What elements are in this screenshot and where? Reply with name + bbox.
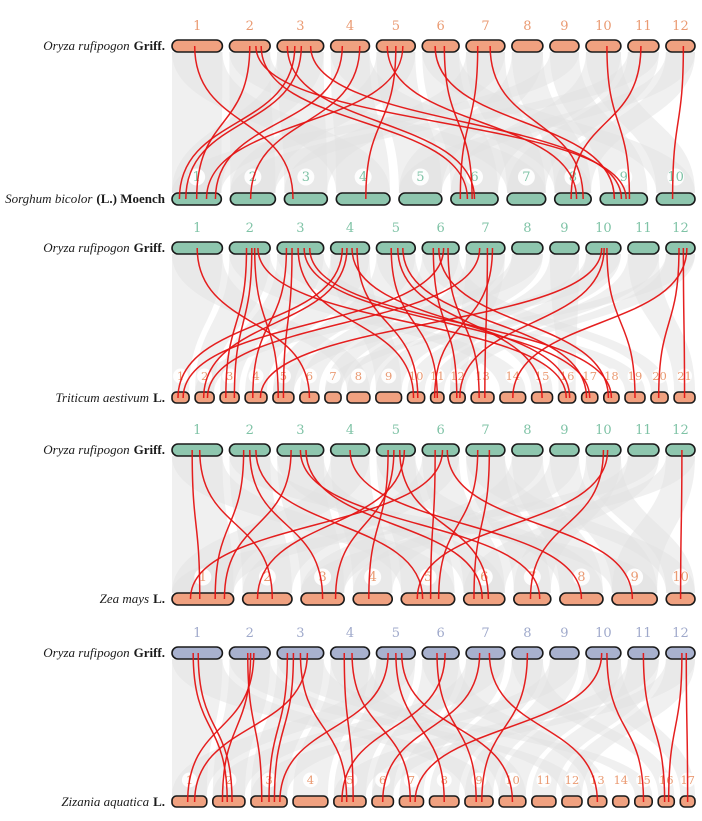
chromosome-bar-bottom: [401, 593, 454, 605]
chromosome-bar-top: [666, 242, 695, 254]
species-binomial: Oryza rufipogon: [43, 38, 130, 53]
species-label-oryza-panel-2: [43, 239, 165, 257]
chromosome-number-bottom: 16: [658, 773, 674, 787]
species-binomial: Oryza rufipogon: [43, 240, 130, 255]
chromosome-number-bottom: 1: [185, 773, 194, 787]
chromosome-number-top: 5: [391, 19, 400, 34]
chromosome-number-bottom: 17: [582, 369, 598, 383]
chromosome-bar-bottom: [245, 392, 267, 403]
chromosome-number-bottom: 18: [604, 369, 619, 383]
species-binomial: Oryza rufipogon: [43, 442, 130, 457]
chromosome-bar-bottom: [230, 193, 275, 205]
chromosome-number-top: 1: [193, 626, 202, 641]
chromosome-number-top: 1: [193, 221, 202, 236]
chromosome-bar-top: [466, 647, 505, 659]
chromosome-bar-bottom: [284, 193, 327, 205]
chromosome-number-top: 7: [481, 19, 490, 34]
chromosome-number-bottom: 1: [176, 369, 185, 383]
chromosome-number-top: 10: [595, 626, 612, 641]
chromosome-bar-top: [466, 40, 505, 52]
chromosome-number-bottom: 6: [305, 369, 314, 383]
species-authority: Griff.: [133, 442, 165, 457]
chromosome-bar-bottom: [213, 796, 245, 807]
species-binomial: Oryza rufipogon: [43, 645, 130, 660]
chromosome-number-top: 12: [672, 626, 689, 641]
chromosome-bar-bottom: [376, 392, 402, 403]
chromosome-bar-bottom: [600, 193, 647, 205]
chromosome-bar-bottom: [399, 796, 423, 807]
chromosome-number-bottom: 7: [522, 170, 531, 185]
chromosome-number-bottom: 9: [385, 369, 393, 383]
chromosome-number-bottom: 21: [677, 369, 692, 383]
chromosome-bar-bottom: [658, 796, 674, 807]
species-authority: L.: [153, 591, 165, 606]
chromosome-number-bottom: 1: [192, 170, 201, 185]
chromosome-bar-top: [172, 647, 222, 659]
chromosome-number-bottom: 2: [200, 369, 209, 383]
chromosome-number-bottom: 13: [475, 369, 490, 383]
chromosome-bar-bottom: [562, 796, 582, 807]
chromosome-number-top: 9: [560, 19, 569, 34]
chromosome-number-top: 12: [672, 19, 689, 34]
chromosome-number-top: 11: [635, 19, 652, 34]
chromosome-number-top: 4: [345, 221, 355, 236]
chromosome-bar-bottom: [471, 392, 494, 403]
chromosome-number-bottom: 3: [301, 170, 311, 185]
chromosome-number-bottom: 19: [627, 369, 643, 383]
chromosome-number-bottom: 15: [636, 773, 651, 787]
species-authority: L.: [153, 794, 165, 809]
chromosome-bar-top: [628, 444, 659, 456]
species-label-oryza-panel-4: [43, 644, 165, 662]
chromosome-number-bottom: 14: [613, 773, 629, 787]
chromosome-bar-top: [422, 40, 459, 52]
species-authority: L.: [153, 390, 165, 405]
chromosome-bar-bottom: [172, 796, 207, 807]
species-label-oryza-panel-1: [43, 37, 165, 55]
chromosome-number-top: 4: [345, 626, 355, 641]
chromosome-number-bottom: 10: [667, 170, 684, 185]
chromosome-number-bottom: 16: [559, 369, 575, 383]
species-label-sorghum-bicolor: [5, 190, 165, 208]
chromosome-number-bottom: 8: [354, 369, 363, 383]
chromosome-number-bottom: 4: [359, 170, 368, 185]
chromosome-bar-bottom: [325, 392, 341, 403]
chromosome-bar-top: [422, 444, 459, 456]
chromosome-bar-bottom: [465, 796, 493, 807]
chromosome-number-bottom: 7: [528, 570, 537, 585]
chromosome-bar-top: [666, 444, 695, 456]
chromosome-bar-bottom: [347, 392, 370, 403]
chromosome-number-top: 10: [595, 423, 612, 438]
chromosome-number-top: 6: [436, 423, 445, 438]
chromosome-number-top: 8: [523, 626, 532, 641]
chromosome-number-bottom: 11: [429, 369, 445, 383]
chromosome-number-top: 5: [391, 221, 400, 236]
chromosome-number-top: 6: [436, 626, 445, 641]
chromosome-bar-bottom: [353, 593, 392, 605]
chromosome-number-bottom: 6: [379, 773, 387, 787]
chromosome-number-top: 11: [635, 626, 652, 641]
chromosome-number-top: 2: [245, 19, 254, 34]
chromosome-bar-top: [550, 647, 579, 659]
chromosome-bar-bottom: [612, 593, 657, 605]
chromosome-bar-top: [172, 444, 222, 456]
chromosome-bar-top: [466, 444, 505, 456]
chromosome-bar-bottom: [220, 392, 239, 403]
chromosome-number-bottom: 1: [198, 570, 207, 585]
chromosome-bar-top: [331, 647, 370, 659]
chromosome-number-bottom: 7: [407, 773, 416, 787]
chromosome-number-bottom: 9: [619, 170, 628, 185]
chromosome-number-bottom: 9: [475, 773, 483, 787]
chromosome-number-top: 6: [436, 19, 445, 34]
chromosome-number-top: 5: [391, 626, 400, 641]
chromosome-number-top: 8: [523, 221, 532, 236]
chromosome-number-top: 8: [523, 423, 532, 438]
chromosome-bar-bottom: [293, 796, 328, 807]
chromosome-number-top: 2: [245, 423, 254, 438]
chromosome-bar-top: [331, 242, 370, 254]
chromosome-number-bottom: 5: [423, 570, 433, 585]
chromosome-number-bottom: 5: [346, 773, 354, 787]
species-binomial: Zizania aquatica: [61, 794, 150, 809]
chromosome-bar-top: [512, 444, 543, 456]
chromosome-number-top: 10: [595, 221, 612, 236]
chromosome-bar-top: [586, 40, 621, 52]
chromosome-number-bottom: 6: [470, 170, 479, 185]
chromosome-bar-bottom: [334, 796, 366, 807]
chromosome-bar-bottom: [464, 593, 505, 605]
chromosome-number-top: 8: [523, 19, 532, 34]
chromosome-number-top: 4: [345, 19, 355, 34]
chromosome-bar-bottom: [651, 392, 668, 403]
chromosome-number-bottom: 14: [505, 369, 521, 383]
chromosome-number-bottom: 11: [536, 773, 552, 787]
species-authority: Griff.: [133, 240, 165, 255]
chromosome-bar-top: [376, 444, 415, 456]
species-binomial: Triticum aestivum: [55, 390, 150, 405]
species-label-triticum-aestivum: [56, 389, 165, 407]
chromosome-number-top: 6: [436, 221, 445, 236]
species-label-zea-mays: [100, 590, 165, 608]
chromosome-bar-bottom: [532, 796, 556, 807]
chromosome-bar-bottom: [656, 193, 695, 205]
species-label-oryza-panel-3: [43, 441, 165, 459]
chromosome-number-top: 7: [481, 423, 490, 438]
chromosome-number-top: 3: [296, 423, 305, 438]
chromosome-bar-top: [550, 242, 579, 254]
chromosome-number-bottom: 8: [440, 773, 448, 787]
chromosome-number-bottom: 15: [534, 369, 550, 383]
species-binomial: Sorghum bicolor: [5, 191, 93, 206]
chromosome-number-bottom: 2: [225, 773, 233, 787]
chromosome-number-bottom: 8: [577, 570, 586, 585]
chromosome-bar-top: [422, 647, 459, 659]
chromosome-number-bottom: 20: [652, 369, 667, 383]
chromosome-bar-bottom: [336, 193, 390, 205]
chromosome-number-bottom: 4: [368, 570, 377, 585]
species-authority: Griff.: [133, 38, 165, 53]
chromosome-number-top: 1: [193, 423, 202, 438]
chromosome-bar-top: [628, 40, 659, 52]
chromosome-bar-bottom: [408, 392, 425, 403]
chromosome-number-bottom: 2: [248, 170, 258, 185]
chromosome-number-bottom: 3: [225, 369, 234, 383]
chromosome-number-top: 7: [481, 221, 490, 236]
species-label-zizania-aquatica: [61, 793, 165, 811]
chromosome-bar-bottom: [507, 193, 546, 205]
chromosome-number-bottom: 12: [450, 369, 465, 383]
chromosome-number-bottom: 17: [680, 773, 695, 787]
chromosome-number-top: 2: [245, 221, 254, 236]
chromosome-bar-top: [277, 242, 324, 254]
chromosome-number-top: 4: [345, 423, 355, 438]
species-binomial: Zea mays: [99, 591, 150, 606]
chromosome-number-bottom: 12: [564, 773, 580, 787]
chromosome-bar-top: [666, 40, 695, 52]
chromosome-number-top: 12: [672, 423, 689, 438]
chromosome-bar-top: [512, 242, 543, 254]
chromosome-number-top: 3: [296, 221, 305, 236]
chromosome-bar-bottom: [399, 193, 442, 205]
chromosome-bar-top: [376, 242, 415, 254]
chromosome-number-top: 7: [481, 626, 490, 641]
chromosome-bar-top: [586, 647, 621, 659]
chromosome-number-bottom: 4: [306, 773, 315, 787]
chromosome-number-top: 9: [560, 221, 569, 236]
chromosome-bar-top: [550, 40, 579, 52]
species-authority: (L.) Moench: [96, 191, 165, 206]
chromosome-number-top: 1: [193, 19, 202, 34]
chromosome-bar-bottom: [243, 593, 292, 605]
chromosome-bar-top: [666, 647, 695, 659]
chromosome-number-top: 11: [635, 221, 652, 236]
chromosome-number-bottom: 10: [408, 369, 424, 383]
species-authority: Griff.: [133, 645, 165, 660]
chromosome-bar-bottom: [172, 392, 189, 403]
chromosome-number-bottom: 5: [416, 170, 425, 185]
chromosome-bar-top: [550, 444, 579, 456]
chromosome-bar-top: [331, 40, 370, 52]
chromosome-number-bottom: 9: [630, 570, 639, 585]
chromosome-bar-top: [277, 40, 324, 52]
chromosome-bar-bottom: [613, 796, 629, 807]
chromosome-bar-top: [172, 40, 222, 52]
chromosome-bar-top: [466, 242, 505, 254]
chromosome-number-bottom: 7: [329, 369, 337, 383]
chromosome-number-bottom: 3: [318, 570, 327, 585]
chromosome-number-bottom: 5: [279, 369, 288, 383]
chromosome-number-top: 3: [296, 626, 305, 641]
chromosome-bar-bottom: [514, 593, 551, 605]
chromosome-bar-bottom: [450, 392, 465, 403]
chromosome-number-top: 11: [635, 423, 652, 438]
chromosome-number-top: 10: [595, 19, 612, 34]
chromosome-bar-top: [422, 242, 459, 254]
chromosome-number-bottom: 4: [252, 369, 260, 383]
chromosome-number-bottom: 2: [263, 570, 272, 585]
chromosome-bar-top: [229, 242, 270, 254]
chromosome-bar-bottom: [555, 193, 591, 205]
chromosome-number-top: 3: [296, 19, 305, 34]
chromosome-bar-top: [229, 647, 270, 659]
chromosome-number-top: 9: [560, 626, 569, 641]
chromosome-number-top: 12: [672, 221, 689, 236]
chromosome-bar-top: [512, 40, 543, 52]
chromosome-bar-bottom: [559, 392, 576, 403]
chromosome-bar-top: [628, 242, 659, 254]
chromosome-number-bottom: 10: [672, 570, 689, 585]
chromosome-number-bottom: 13: [590, 773, 605, 787]
chromosome-number-top: 2: [245, 626, 254, 641]
chromosome-number-bottom: 3: [265, 773, 273, 787]
chromosome-bar-bottom: [195, 392, 214, 403]
chromosome-number-bottom: 8: [568, 170, 578, 185]
chromosome-number-bottom: 10: [505, 773, 520, 787]
chromosome-number-top: 5: [391, 423, 400, 438]
chromosome-number-bottom: 6: [480, 570, 489, 585]
chromosome-number-top: 9: [560, 423, 569, 438]
